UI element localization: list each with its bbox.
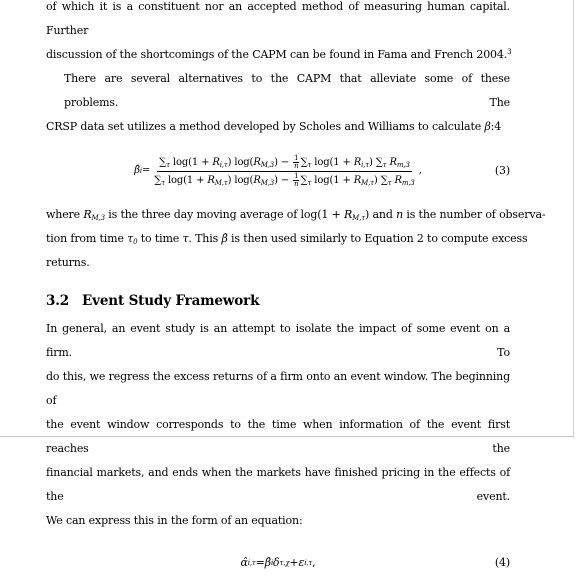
text-run: where: [46, 208, 84, 221]
section-title: Event Study Framework: [82, 293, 260, 309]
text-run: discussion of the shortcomings of the CAPM can be found in Fama and French 2004.: [46, 48, 508, 61]
math-beta: β: [484, 120, 491, 133]
eq-text: ) log(: [227, 174, 254, 186]
eq-sub: τ: [387, 178, 392, 187]
eq-sub: τ: [307, 160, 312, 169]
equation-number: (3): [494, 164, 510, 177]
text-line: [46, 203, 546, 227]
text-line: [46, 227, 528, 251]
text-line: of which it is a constituent nor an accepted method of measuring human capital. Further: [46, 0, 510, 37]
eq-denominator: [152, 172, 417, 188]
paragraph-where: [46, 203, 546, 275]
eq-var: δ: [273, 556, 280, 569]
eq-text: log(1 +: [311, 174, 354, 186]
paragraph-alternatives: [46, 67, 510, 139]
text-line: We can express this in the form of an equation:: [46, 514, 303, 527]
text-run: CRSP data set utilizes a method developed by Scholes and Williams to calculate: [46, 120, 485, 133]
eq-trail: ,: [312, 556, 316, 569]
math-sub: M,τ: [352, 214, 365, 222]
text-run: ) and: [364, 208, 397, 221]
eq-text: ): [368, 156, 376, 168]
eq-var: R: [386, 156, 397, 168]
math-sub: 0: [133, 238, 138, 246]
eq-sub: M,τ: [361, 178, 374, 187]
eq-sub: τ: [161, 178, 165, 187]
eq-sub: m,3: [401, 178, 415, 187]
math-var: n: [396, 208, 403, 221]
eq-sub: τ: [382, 160, 387, 169]
eq-trail: ,: [418, 165, 422, 176]
frac-num: 1: [294, 153, 299, 162]
footnote-marker: 3: [507, 48, 512, 56]
equation-4: [46, 543, 510, 583]
text-line: There are several alternatives to the CAPM that alleviate some of these problems. The: [64, 72, 510, 109]
math-var: R: [344, 208, 353, 221]
math-var: τ: [182, 232, 189, 245]
eq-sub: M,3: [260, 178, 275, 187]
one-over-n: [293, 155, 299, 170]
math-var: τ: [127, 232, 134, 245]
sum-sign: ∑: [154, 174, 162, 186]
text-line: [46, 115, 510, 139]
eq-var: R: [253, 156, 261, 168]
eq-sub: τ: [307, 178, 312, 187]
eq-text: ) −: [274, 174, 293, 186]
text-line: In general, an event study is an attempt to isolate the impact of some event on a firm. To: [46, 322, 510, 359]
eq-fraction: [152, 155, 417, 188]
equation-3: [46, 139, 510, 203]
section-number: 3.2: [46, 293, 70, 309]
sum-sign: ∑: [159, 156, 167, 168]
text-run: is the three day moving average of log(1 +: [104, 208, 345, 221]
eq-plus: +: [289, 556, 299, 569]
sum-sign: ∑: [300, 156, 308, 168]
eq-sub: i,τ: [361, 160, 369, 169]
eq-sub: M,τ: [214, 178, 228, 187]
eq-sub: i,τ: [219, 160, 228, 169]
eq-text: log(1 +: [311, 156, 354, 168]
eq-text: ) −: [274, 156, 293, 168]
eq-sub: m,3: [396, 160, 410, 169]
paragraph-event-study: [46, 317, 510, 533]
eq-sub: τ: [166, 160, 170, 169]
eq-var: β̂: [264, 556, 271, 569]
eq-var: R: [353, 156, 362, 168]
eq-var: α̂: [240, 556, 248, 569]
eq-var: R: [253, 174, 261, 186]
text-run: . This: [188, 232, 222, 245]
page-edge-right: [573, 0, 574, 438]
eq-var: ε: [298, 556, 305, 569]
eq-var: R: [353, 174, 362, 186]
text-line: the event window corresponds to the time when information of the event first reaches the: [46, 418, 510, 455]
math-var: β̂: [221, 232, 228, 245]
text-run: is the number of observa-: [403, 208, 546, 221]
eq-lhs: β̂: [134, 165, 140, 176]
one-over-n: [293, 173, 299, 188]
eq-var: R: [212, 156, 220, 168]
math-sub: M,3: [91, 214, 105, 222]
text-run: :4: [490, 120, 502, 133]
eq-var: R: [207, 174, 215, 186]
eq-var: R: [391, 174, 402, 186]
eq-sub: M,3: [260, 160, 275, 169]
frac-num: 1: [294, 171, 299, 180]
equation-3-body: β̂ i = $\sum_\tau$ $\log(1 + R_{i,\tau})$ $\log(R_{M,3})$ − $\frac{1}{n}$ $\sum_\tau$ $\log(1 + R_{i,\tau})$ $\sum_\tau$ $R_{m,3}$ $\sum_\tau$ $\log(1 + R_{M,\tau})$ $\log(R_{M,3})$ − $\frac{1}{n}$ $\sum_\tau$ $\log(1 + R_{M,\tau})$ $\sum_\tau$ $R_{m,3}$ ,: [134, 153, 422, 188]
section-heading: [46, 291, 510, 311]
eq-numerator: [157, 155, 412, 172]
frac-den: n: [294, 161, 299, 170]
frac-den: n: [294, 179, 299, 188]
math-var: R: [83, 208, 92, 221]
equation-4-body: α̂ i,τ = β̂ i δ τ,χ + ε i,τ ,: [240, 551, 315, 575]
eq-text: log(1 +: [169, 156, 213, 168]
text-run: tion from time: [46, 232, 128, 245]
equation-number: (4): [494, 556, 510, 569]
paragraph-capm-shortcomings: [46, 0, 510, 67]
document-page: [46, 0, 546, 583]
eq-text: ) log(: [227, 156, 254, 168]
text-line: returns.: [46, 256, 90, 269]
sum-sign: ∑: [375, 156, 383, 168]
text-line: [46, 43, 510, 67]
eq-text: ): [373, 174, 381, 186]
eq-text: log(1 +: [164, 174, 208, 186]
sum-sign: ∑: [380, 174, 388, 186]
eq-equals: =: [141, 165, 151, 176]
text-line: do this, we regress the excess returns of a firm onto an event window. The beginning of: [46, 370, 510, 407]
eq-equals: =: [255, 556, 265, 569]
sum-sign: ∑: [300, 174, 308, 186]
text-line: financial markets, and ends when the markets have finished pricing in the effects of the event.: [46, 466, 510, 503]
text-run: is then used similarly to Equation 2 to compute excess: [227, 232, 528, 245]
text-run: to time: [137, 232, 183, 245]
